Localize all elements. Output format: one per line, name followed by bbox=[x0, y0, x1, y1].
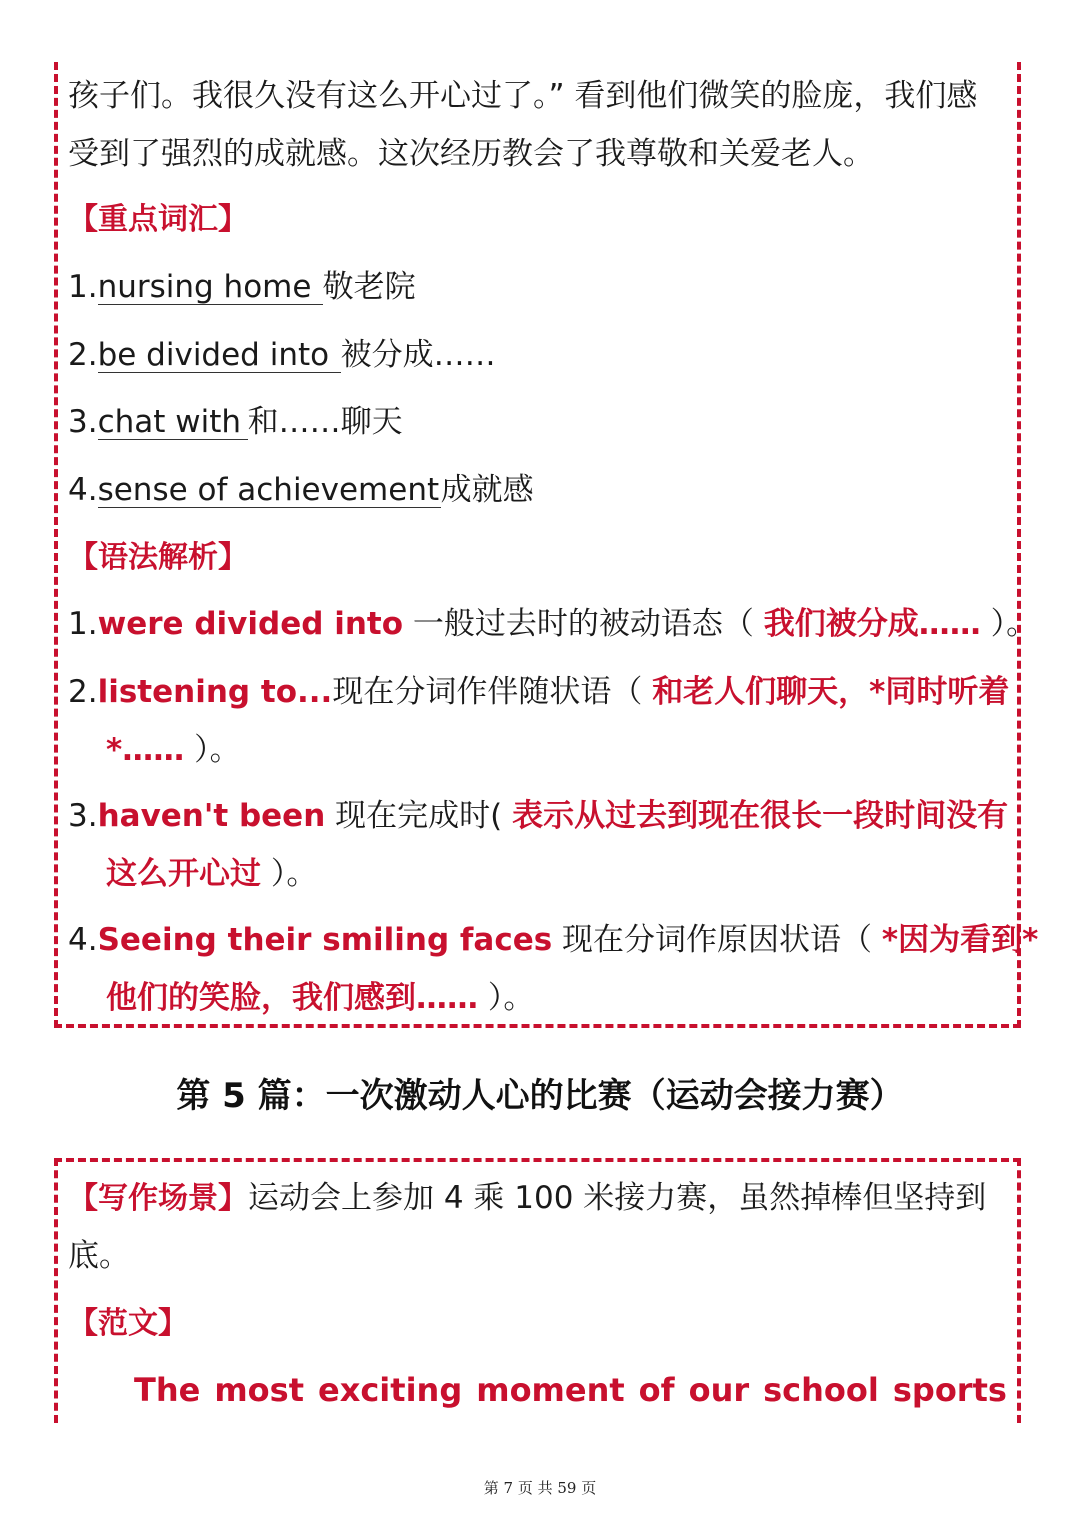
article-title: 第 5 篇：一次激动人心的比赛（运动会接力赛） bbox=[176, 1076, 904, 1116]
grammar-note: 他们的笑脸，我们感到…… bbox=[106, 980, 478, 1016]
sample-word: The bbox=[134, 1371, 201, 1409]
scene-line bbox=[68, 1178, 1011, 1219]
sample-word: sports bbox=[892, 1371, 1007, 1409]
grammar-phrase: listening to... bbox=[97, 674, 333, 710]
sample-word: our bbox=[688, 1371, 750, 1409]
sample-word: school bbox=[763, 1371, 879, 1409]
content-box-writing bbox=[54, 1158, 1021, 1423]
grammar-item-cont: 他们的笑脸，我们感到…… ）。 bbox=[106, 980, 535, 1016]
vocab-item: 4.sense of achievement成就感 bbox=[68, 472, 534, 508]
grammar-note: 我们被分成…… bbox=[763, 606, 981, 642]
scene-text: 运动会上参加 4 乘 100 米接力赛，虽然掉棒但坚持到 bbox=[248, 1180, 987, 1216]
grammar-phrase: were divided into bbox=[97, 606, 404, 642]
sample-opening-line bbox=[134, 1370, 1007, 1410]
vocab-item: 1.nursing home 敬老院 bbox=[68, 269, 416, 305]
grammar-heading: 【语法解析】 bbox=[68, 540, 248, 575]
grammar-phrase: Seeing their smiling faces bbox=[97, 922, 553, 958]
paragraph-line: 受到了强烈的成就感。这次经历教会了我尊敬和关爱老人。 bbox=[68, 136, 874, 172]
vocab-meaning: 成就感 bbox=[440, 472, 534, 508]
content-box-vocab-grammar bbox=[54, 62, 1039, 1028]
vocab-term: nursing home bbox=[98, 270, 323, 305]
vocab-item: 2.be divided into 被分成…… bbox=[68, 337, 496, 373]
scene-line-cont: 底。 bbox=[68, 1238, 130, 1274]
sample-word: most bbox=[214, 1371, 304, 1409]
scene-heading: 【写作场景】 bbox=[68, 1181, 248, 1216]
grammar-note: *…… bbox=[106, 732, 185, 768]
grammar-note: 表示从过去到现在很长一段时间没有 bbox=[512, 798, 1009, 834]
vocab-term: sense of achievement bbox=[97, 472, 440, 508]
vocab-term: chat with bbox=[98, 405, 248, 440]
grammar-note: 这么开心过 bbox=[106, 856, 261, 892]
vocab-meaning: 和……聊天 bbox=[247, 404, 403, 440]
vocab-meaning: 敬老院 bbox=[322, 269, 416, 305]
sample-word: of bbox=[638, 1371, 675, 1409]
grammar-item-cont: 这么开心过 ）。 bbox=[106, 856, 318, 892]
vocab-item: 3.chat with 和……聊天 bbox=[68, 404, 403, 440]
grammar-item: 2.listening to...现在分词作伴随状语（ 和老人们聊天，*同时听着 bbox=[68, 674, 1010, 710]
paragraph-line: 孩子们。我很久没有这么开心过了。” 看到他们微笑的脸庞，我们感 bbox=[68, 78, 978, 114]
grammar-phrase: haven't been bbox=[97, 798, 326, 834]
grammar-item-cont: *…… ）。 bbox=[106, 732, 241, 768]
vocab-meaning: 被分成…… bbox=[340, 337, 496, 373]
vocab-term: be divided into bbox=[98, 338, 341, 373]
sample-heading: 【范文】 bbox=[68, 1306, 188, 1341]
page-number-footer: 第 7 页 共 59 页 bbox=[483, 1479, 597, 1497]
grammar-item: 1.were divided into 一般过去时的被动语态（ 我们被分成…… ）。 bbox=[68, 606, 1038, 642]
grammar-note: *因为看到* bbox=[881, 922, 1039, 958]
sample-word: moment bbox=[476, 1371, 625, 1409]
grammar-item: 4.Seeing their smiling faces 现在分词作原因状语（ *因为看到* bbox=[68, 922, 1039, 958]
grammar-note: 和老人们聊天，*同时听着 bbox=[652, 674, 1010, 710]
vocab-heading: 【重点词汇】 bbox=[68, 202, 248, 237]
grammar-item: 3.haven't been 现在完成时( 表示从过去到现在很长一段时间没有 bbox=[68, 798, 1009, 834]
sample-word: exciting bbox=[317, 1371, 463, 1409]
